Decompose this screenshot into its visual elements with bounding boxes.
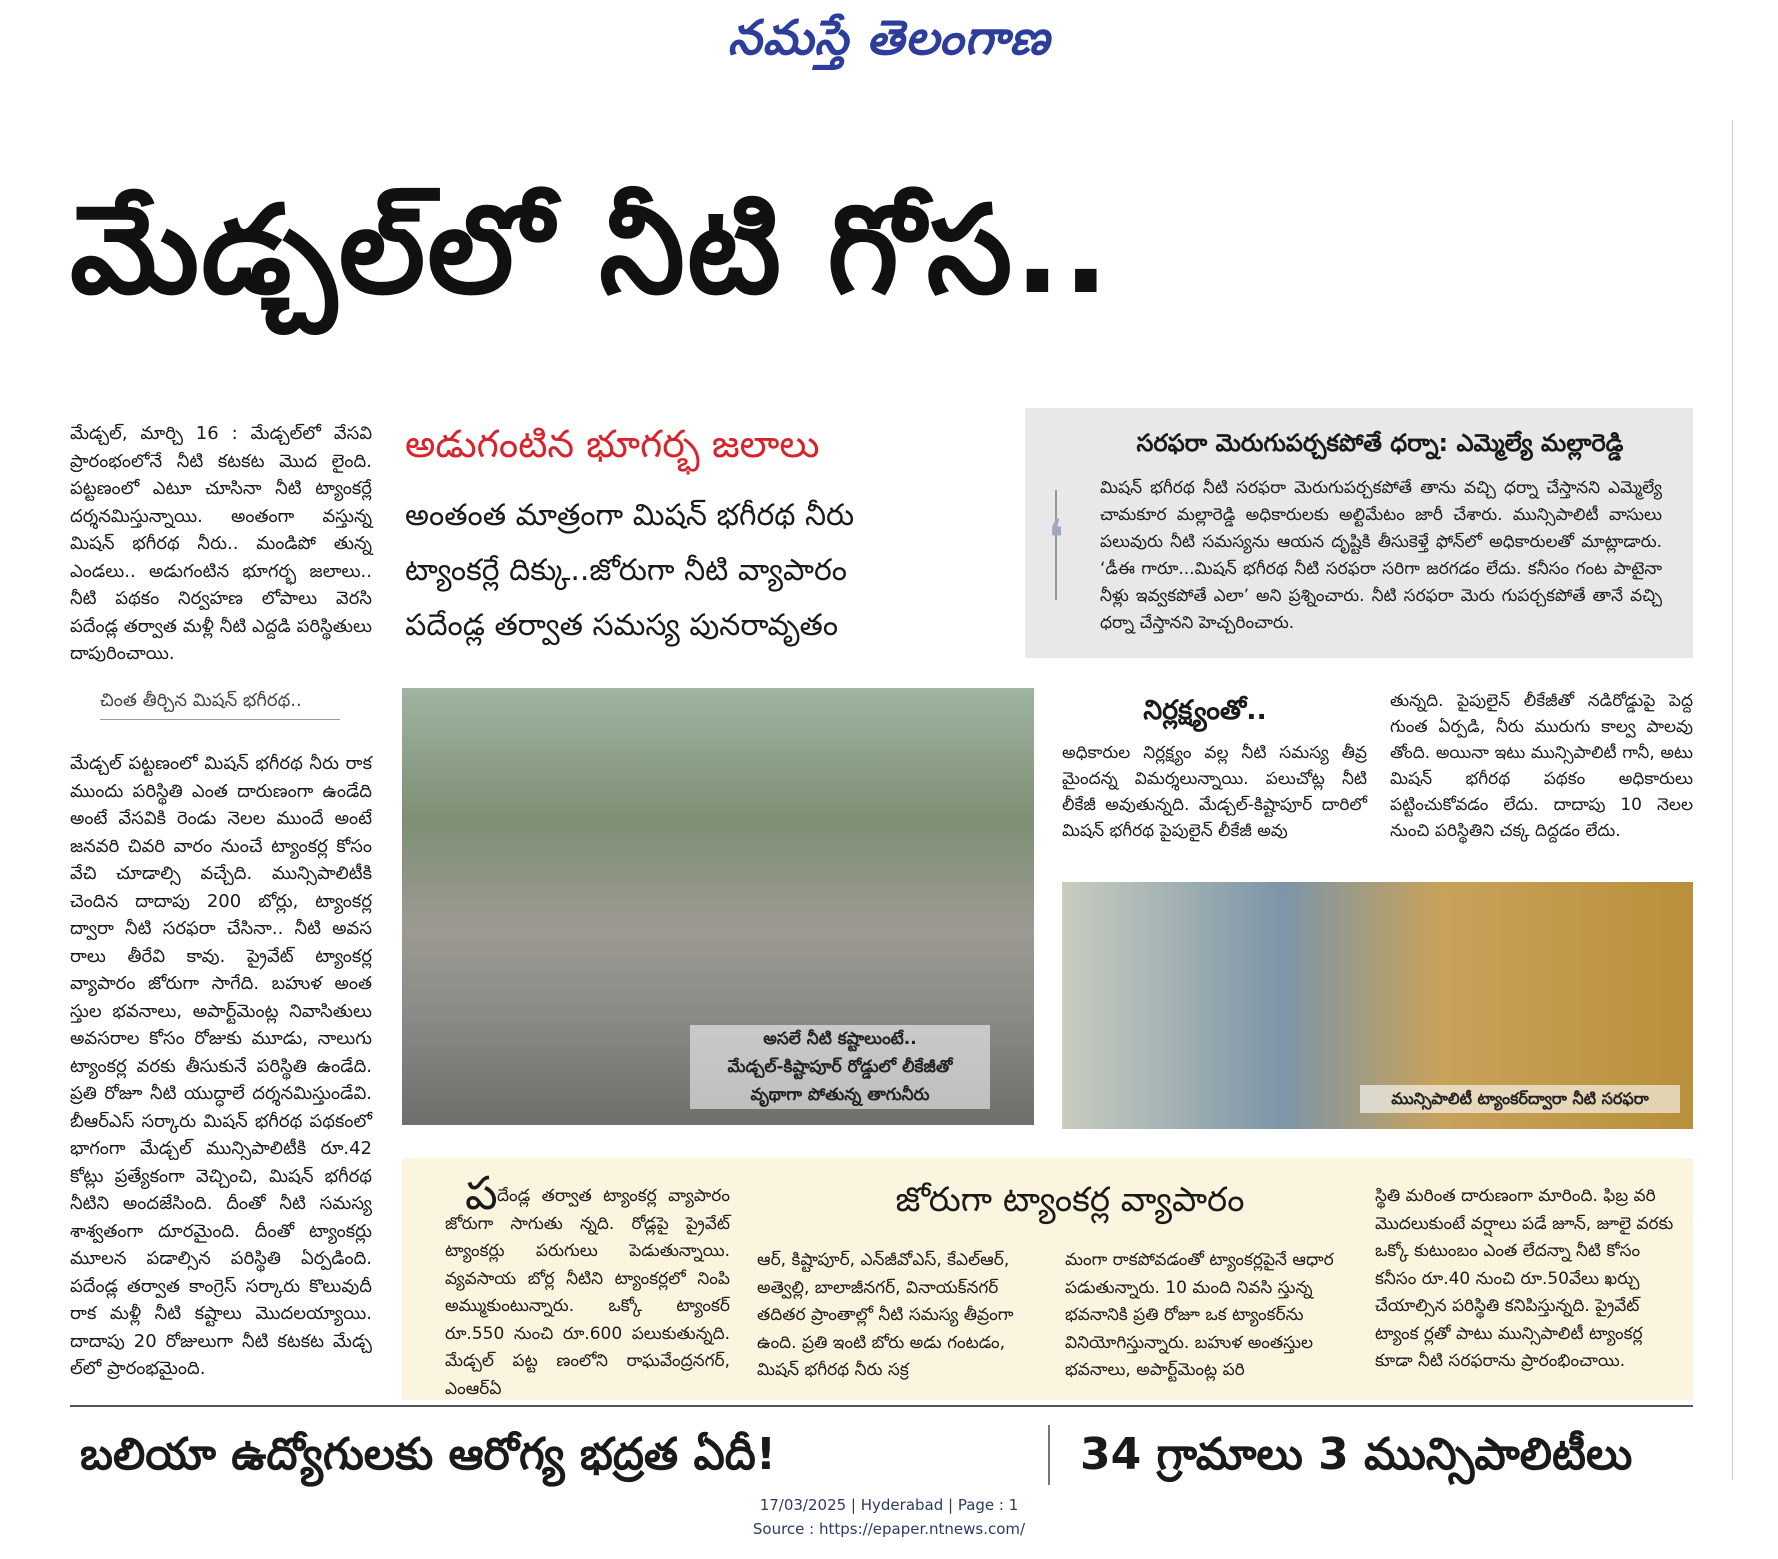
page-edge-divider (1732, 120, 1733, 1480)
masthead-logo: నమస్తే తెలంగాణ (727, 10, 1051, 66)
road-leak-caption (690, 1025, 990, 1109)
caption-line: మేడ్చల్-కిష్టాపూర్ రోడ్డులో లీకేజీతో (727, 1057, 953, 1077)
quote-icon: ❛ (1047, 509, 1065, 567)
tanker-text-col4: స్థితి మరింత దారుణంగా మారింది. ఫిబ్ర వరి మొదలుకుంటే వర్షాలు పడే జూన్, జూలై వరకు ఒక్కో కుటుంబం ఎంత లేదన్నా నీటి కోసం కనీసం రూ.40 నుంచి రూ.50వేలు ఖర్చు చేయాల్సిన పరిస్థితి కనిపిస్తున్నది. ప్రైవేట్ ట్యాంక ర్లతో పాటు మున్సిపాలిటీ ట్యాంకర్ల కూడా నీటి సరఫరాను ప్రారంభించాయి. (1375, 1186, 1674, 1371)
caption-line: అసలే నీటి కష్టాలుంటే.. (763, 1029, 917, 1049)
negligence-text-right: తున్నది. పైపులైన్ లీకేజీతో నడిరోడ్డుపై పెద్ద గుంత ఏర్పడి, నీరు మురుగు కాల్వ పాలవు తోంది. అయినా ఇటు మున్సిపాలిటీ గానీ, అటు మిషన్ భగీరథ పథకం అధికారులు పట్టించుకోవడం లేదు. దాదాపు 10 నెలల నుంచి పరిస్థితిని చక్క దిద్దడం లేదు. (1390, 691, 1693, 841)
footer-date-line: 17/03/2025 | Hyderabad | Page : 1 (759, 1496, 1019, 1514)
caption-line: వృథాగా పోతున్న తాగునీరు (750, 1085, 930, 1105)
red-subheadline: అడుగంటిన భూగర్భ జలాలు (405, 422, 820, 466)
subhead-mission-bhagiratha: చింత తీర్చిన మిషన్ భగీరథ.. (100, 690, 340, 720)
mla-quote-title: సరఫరా మెరుగుపర్చకపోతే ధర్నా: ఎమ్మెల్యే మల్లారెడ్డి (1136, 429, 1624, 457)
bottom-headline-right: 34 గ్రామాలు 3 మున్సిపాలిటీలు (1080, 1429, 1633, 1480)
bottom-divider (1048, 1425, 1050, 1485)
footer-source-line[interactable]: Source : https://epaper.ntnews.com/ (752, 1520, 1026, 1538)
body-column-left: మేడ్చల్ పట్టణంలో మిషన్ భగీరథ నీరు రాక ముందు పరిస్థితి ఎంత దారుణంగా ఉండేది అంటే వేసవికి రెండు నెలల ముందే అంటే జనవరి చివరి వారం నుంచే ట్యాంకర్ల కోసం వేచి చూడాల్సి వచ్చేది. మున్సిపాలిటీకి చెందిన దాదాపు 200 బోర్లు, ట్యాంకర్ల ద్వారా నీటి సరఫరా చేసినా.. నీటి అవస రాలు తీరేవి కావు. ప్రైవేట్ ట్యాంకర్ల వ్యాపారం జోరుగా సాగేది. బహుళ అంత స్తుల భవనాలు, అపార్ట్‌మెంట్ల నివాసితులు అవసరాల కోసం రోజుకు మూడు, నాలుగు ట్యాంకర్ల వరకు తీసుకునే పరిస్థితి ఉండేది. ప్రతి రోజూ నీటి యుద్ధాలే దర్శనమిస్తుండేవి. బీఆర్‌ఎస్ సర్కారు మిషన్ భగీరథ పథకంలో భాగంగా మేడ్చల్ మున్సిపాలిటీకి రూ.42 కోట్లు ప్రత్యేకంగా వెచ్చించి, మిషన్ భగీరథ నీటిని అందజేసింది. దీంతో నీటి సమస్య శాశ్వతంగా దూరమైంది. దీంతో ట్యాంకర్లు మూలన పడాల్సిన పరిస్థితి ఏర్పడింది. పదేండ్ల తర్వాత కాంగ్రెస్ సర్కారు కొలువుదీ రాక మళ్లీ నీటి కష్టాలు మొదలయ్యాయి. దాదాపు 20 రోజులుగా నీటి కటకట మేడ్చ ల్‌లో ప్రారంభమైంది. (70, 753, 372, 1379)
tanker-text-col3: మంగా రాకపోవడంతో ట్యాంకర్లపైనే ఆధార పడుతున్నారు. 10 మంది నివసి స్తున్న భవనానికి ప్రతి రోజూ ఒక ట్యాంకర్‌ను వినియోగిస్తున్నారు. బహుళ అంతస్తుల భవనాలు, అపార్ట్‌మెంట్ల పరి (1065, 1250, 1334, 1380)
deck-line: ట్యాంకర్లే దిక్కు..జోరుగా నీటి వ్యాపారం (405, 553, 847, 588)
negligence-text-left: అధికారుల నిర్లక్ష్యం వల్ల నీటి సమస్య తీవ్ర మైందన్న విమర్శలున్నాయి. పలుచోట్ల నీటి లీకేజీ అవుతున్నది. మేడ్చల్-కిష్టాపూర్ దారిలో మిషన్ భగీరథ పైపులైన్ లీకేజీ అవు (1062, 743, 1367, 841)
page-footer (0, 1493, 1778, 1541)
tanker-business-heading: జోరుగా ట్యాంకర్ల వ్యాపారం (895, 1180, 1245, 1220)
main-headline: మేడ్చల్‌లో నీటి గోస.. (70, 179, 1111, 321)
bottom-headline-left: బలియా ఉద్యోగులకు ఆరోగ్య భద్రత ఏదీ! (80, 1429, 776, 1480)
deck-line: పదేండ్ల తర్వాత సమస్య పునరావృతం (405, 608, 839, 643)
bottom-rule (70, 1405, 1693, 1407)
tanker-text-col2: ఆర్, కిష్టాపూర్, ఎన్‌జీవోఎస్, కేఎల్‌ఆర్, అత్వెల్లి, బాలాజీనగర్, వినాయక్‌నగర్ తదితర ప్రాంతాల్లో నీటి సమస్య తీవ్రంగా ఉంది. ప్రతి ఇంటి బోరు అడు గంటడం, మిషన్ భగీరథ నీరు సక్ర (757, 1250, 1014, 1380)
drop-cap: ప (465, 1166, 498, 1220)
tanker-supply-caption: మున్సిపాలిటీ ట్యాంకర్‌ద్వారా నీటి సరఫరా (1360, 1085, 1680, 1113)
mla-quote-text: మిషన్ భగీరథ నీటి సరఫరా మెరుగుపర్చకపోతే తాను వచ్చి ధర్నా చేస్తానని ఎమ్మెల్యే చామకూర మల్లారెడ్డి అధికారులకు అల్టిమేటం జారీ చేశారు. మున్సిపాలిటీ వాసులు పలువురు నీటి సమస్యను ఆయన దృష్టికి తీసుకెళ్తే ఫోన్‌లో అధికారులతో మాట్లాడారు. ‘డీఈ గారూ...మిషన్ భగీరథ నీటి సరఫరా సరిగా జరగడం లేదు. కనీసం గంట పాటైనా నీళ్లు ఇవ్వకపోతే ఎలా’ అని ప్రశ్నించారు. నీటి సరఫరా మెరు గుపర్చకపోతే తానే వచ్చి ధర్నా చేస్తానని హెచ్చరించారు. (1100, 478, 1662, 633)
tanker-text-col1: దేండ్ల తర్వాత ట్యాంకర్ల వ్యాపారం జోరుగా సాగుతు న్నది. రోడ్లపై ప్రైవేట్ ట్యాంకర్లు పరుగులు పెడుతున్నాయి. వ్యవసాయ బోర్ల నీటిని ట్యాంకర్లలో నింపి అమ్ముకుంటున్నారు. ఒక్కో ట్యాంకర్ రూ.550 నుంచి రూ.600 పలుకుతున్నది. మేడ్చల్ పట్ట ణంలోని రాఘవేంద్రనగర్, ఎంఆర్‌ఏ (445, 1186, 730, 1399)
deck-line: అంతంత మాత్రంగా మిషన్ భగీరథ నీరు (405, 498, 855, 533)
lead-paragraph: మేడ్చల్, మార్చి 16 : మేడ్చల్‌లో వేసవి ప్రారంభంలోనే నీటి కటకట మొద లైంది. పట్టణంలో ఎటూ చూసినా నీటి ట్యాంకర్లే దర్శనమిస్తున్నాయి. అంతంగా వస్తున్న మిషన్ భగీరథ నీరు.. మండిపో తున్న ఎండలు.. అడుగంటిన భూగర్భ జలాలు.. నీటి పథకం నిర్వహణ లోపాలు వెరసి పదేండ్ల తర్వాత మళ్లీ నీటి ఎద్దడి పరిస్థితులు దాపురించాయి. (70, 423, 372, 664)
negligence-heading: నిర్లక్ష్యంతో.. (1143, 695, 1267, 726)
deck-lines (405, 488, 985, 653)
